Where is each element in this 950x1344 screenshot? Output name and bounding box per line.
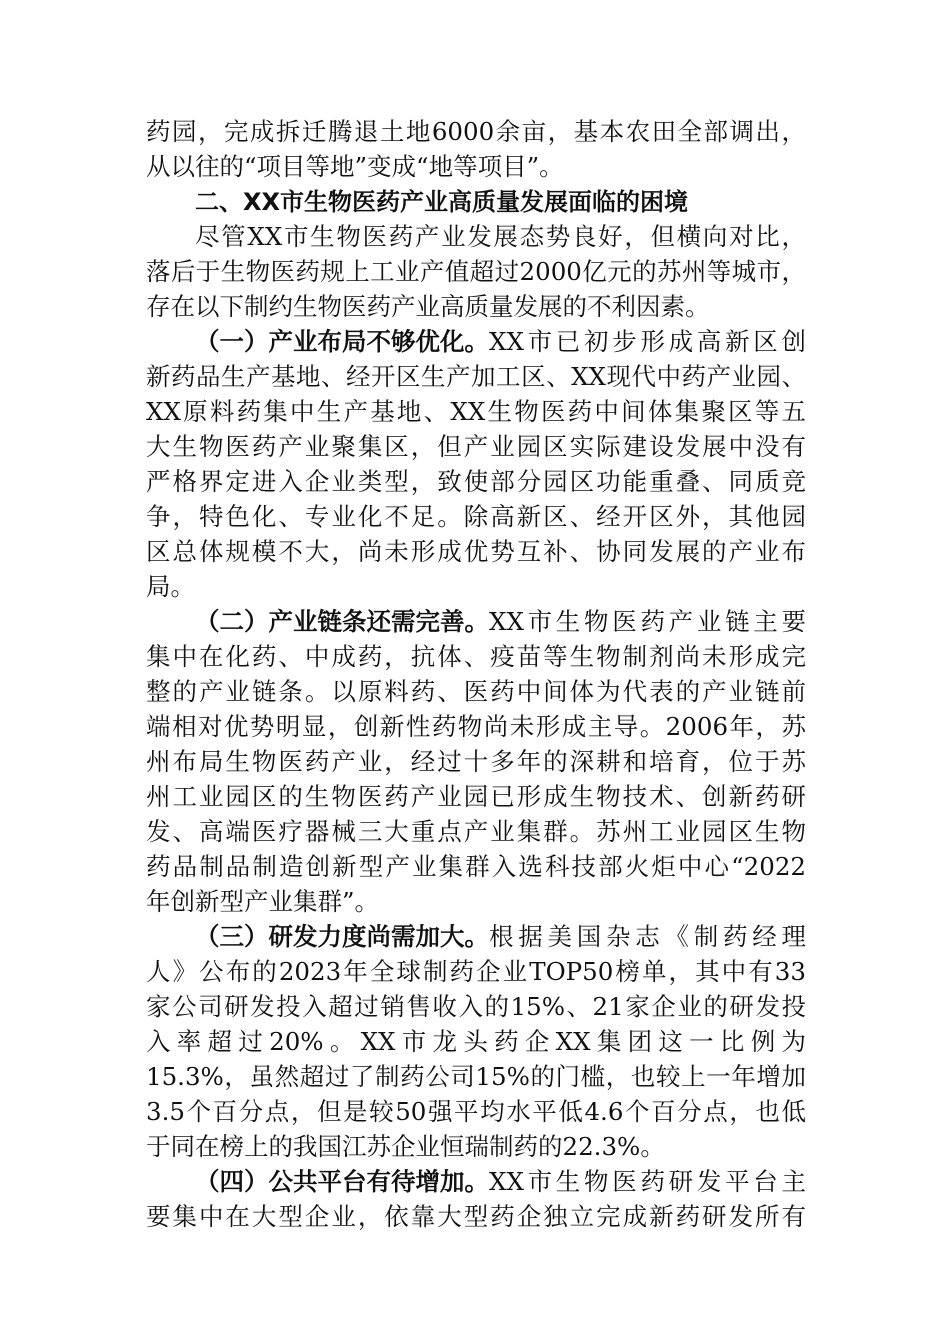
subheading-3: （三）研发力度尚需加大。 bbox=[195, 922, 489, 951]
paragraph-line: 局。 bbox=[146, 572, 195, 601]
paragraph-line: 尽管XX市生物医药产业发展态势良好，但横向对比， bbox=[195, 222, 806, 251]
paragraph-line: XX原料药集中生产基地、XX生物医药中间体集聚区等五 bbox=[146, 397, 806, 426]
paragraph-line: 州工业园区的生物医药产业园已形成生物技术、创新药研 bbox=[146, 782, 806, 811]
paragraph-line: 争，特色化、专业化不足。除高新区、经开区外，其他园 bbox=[146, 502, 806, 531]
paragraph-line: 家公司研发投入超过销售收入的15%、21家企业的研发投 bbox=[146, 992, 806, 1021]
paragraph-line: 年创新型产业集群”。 bbox=[146, 887, 380, 916]
paragraph-line: 15.3%，虽然超过了制药公司15%的门槛，也较上一年增加 bbox=[146, 1062, 806, 1091]
paragraph-line: 严格界定进入企业类型，致使部分园区功能重叠、同质竞 bbox=[146, 467, 806, 496]
subheading-4: （四）公共平台有待增加。 bbox=[195, 1167, 489, 1196]
subheading-1: （一）产业布局不够优化。 bbox=[195, 327, 489, 356]
section-heading: 二、XX市生物医药产业高质量发展面临的困境 bbox=[195, 188, 689, 216]
paragraph-line: 入率超过20%。XX市龙头药企XX集团这一比例为 bbox=[146, 1027, 806, 1056]
paragraph-line: 人》公布的2023年全球制药企业TOP50榜单，其中有33 bbox=[146, 957, 806, 986]
paragraph-line: 3.5个百分点，但是较50强平均水平低4.6个百分点，也低 bbox=[146, 1097, 806, 1126]
paragraph-text: XX市生物医药研发平台主 bbox=[489, 1167, 806, 1196]
paragraph-line: 落后于生物医药规上工业产值超过2000亿元的苏州等城市， bbox=[146, 257, 806, 286]
paragraph-line: 大生物医药产业聚集区，但产业园区实际建设发展中没有 bbox=[146, 432, 806, 461]
subheading-2: （二）产业链条还需完善。 bbox=[195, 607, 489, 636]
paragraph-line: 新药品生产基地、经开区生产加工区、XX现代中药产业园、 bbox=[146, 362, 806, 391]
paragraph-line bbox=[146, 919, 806, 955]
paragraph-line: 整的产业链条。以原料药、医药中间体为代表的产业链前 bbox=[146, 677, 806, 706]
paragraph-line: 集中在化药、中成药，抗体、疫苗等生物制剂尚未形成完 bbox=[146, 642, 806, 671]
paragraph-line bbox=[146, 324, 806, 360]
paragraph-text: XX市已初步形成高新区创 bbox=[489, 327, 806, 356]
paragraph-line: 存在以下制约生物医药产业高质量发展的不利因素。 bbox=[146, 292, 710, 321]
paragraph-line: 药品制品制造创新型产业集群入选科技部火炬中心“2022 bbox=[146, 852, 806, 881]
paragraph-line: 发、高端医疗器械三大重点产业集群。苏州工业园区生物 bbox=[146, 817, 806, 846]
paragraph-text: XX市生物医药产业链主要 bbox=[489, 607, 806, 636]
paragraph-line: 于同在榜上的我国江苏企业恒瑞制药的22.3%。 bbox=[146, 1132, 665, 1161]
paragraph-line: 州布局生物医药产业，经过十多年的深耕和培育，位于苏 bbox=[146, 747, 806, 776]
paragraph-line: 从以往的“项目等地”变成“地等项目”。 bbox=[146, 152, 564, 181]
paragraph-line bbox=[146, 604, 806, 640]
paragraph-line: 端相对优势明显，创新性药物尚未形成主导。2006年，苏 bbox=[146, 712, 806, 741]
paragraph-line: 区总体规模不大，尚未形成优势互补、协同发展的产业布 bbox=[146, 537, 806, 566]
paragraph-line bbox=[146, 1164, 806, 1200]
paragraph-text: 根据美国杂志《制药经理 bbox=[489, 922, 806, 951]
paragraph-line: 药园，完成拆迁腾退土地6000余亩，基本农田全部调出， bbox=[146, 117, 806, 146]
paragraph-line: 要集中在大型企业，依靠大型药企独立完成新药研发所有 bbox=[146, 1202, 806, 1231]
